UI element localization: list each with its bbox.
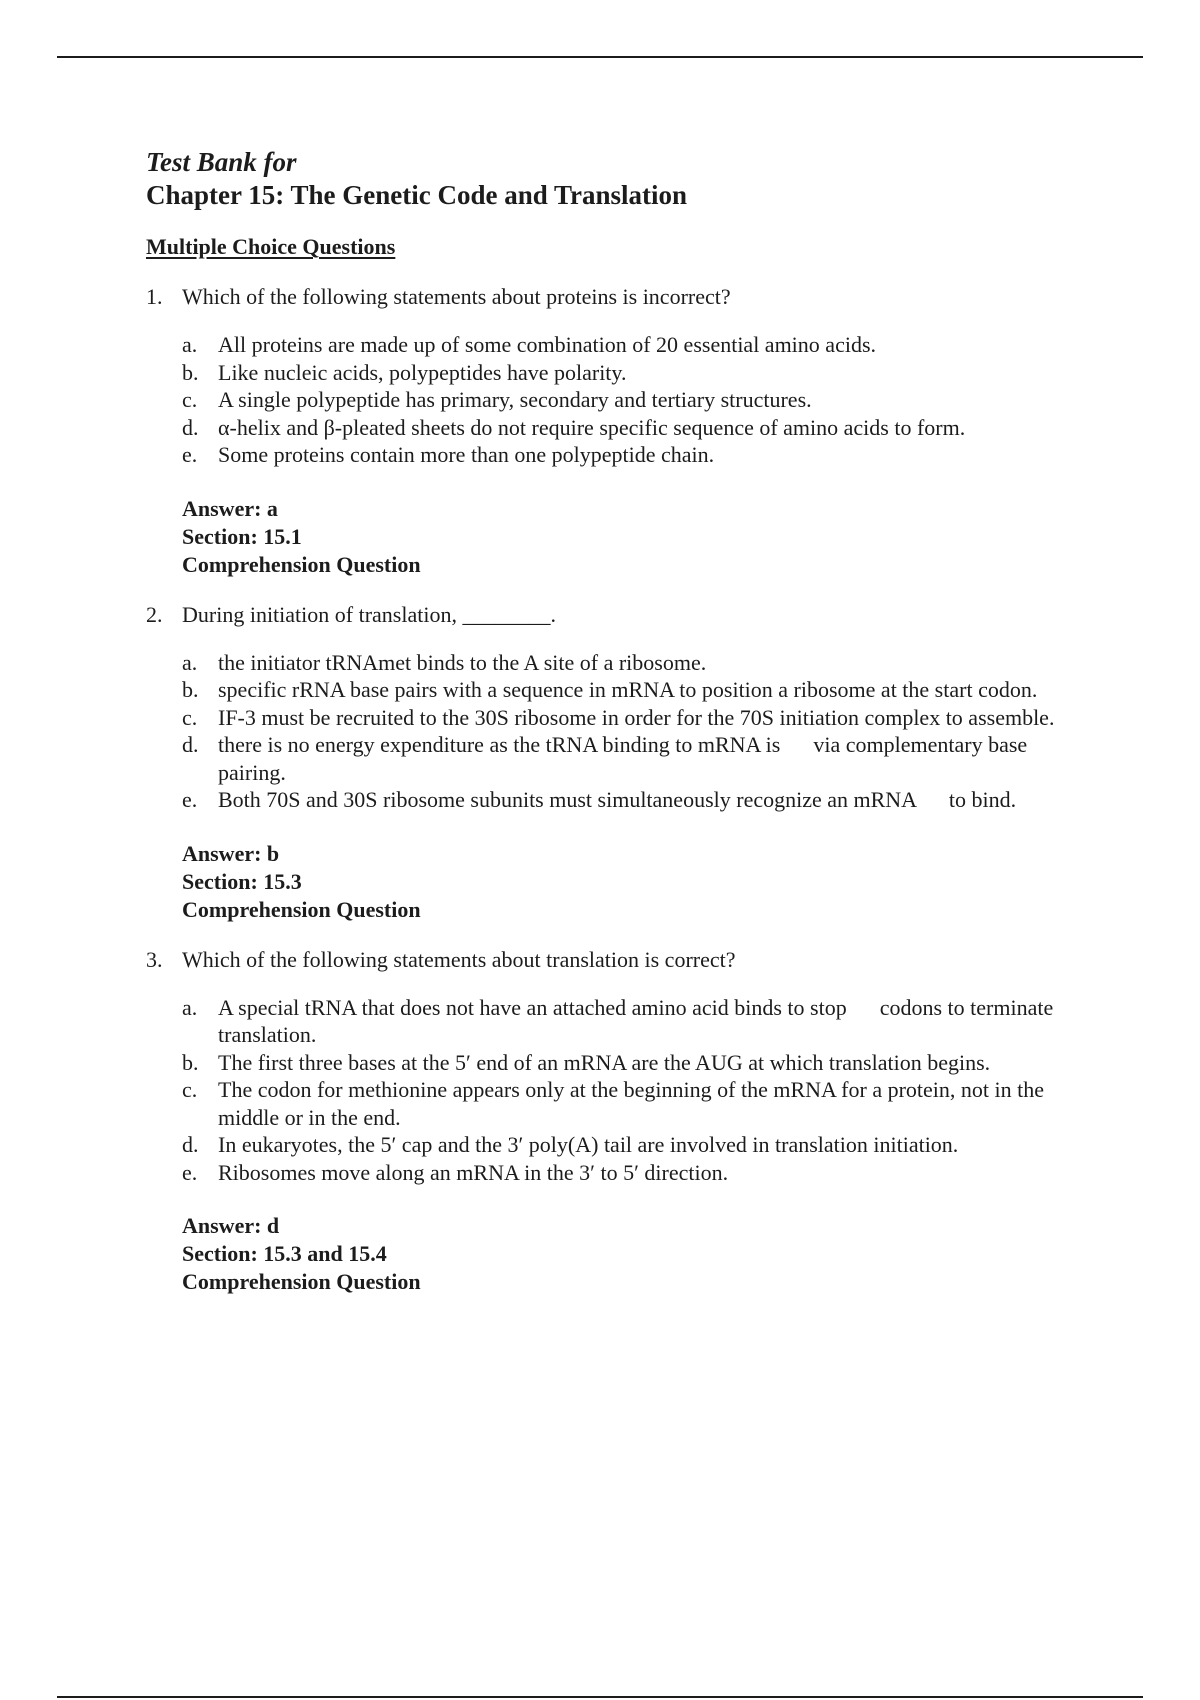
answer-line: Answer: b [182, 840, 280, 866]
option-e [182, 1159, 1076, 1187]
question-stem [146, 601, 1076, 629]
question-number: 1. [146, 284, 163, 309]
option-e [182, 786, 1076, 814]
option-text: specific rRNA base pairs with a sequence in mRNA to position a ribosome at the start codon. [218, 677, 1038, 702]
option-text: Ribosomes move along an mRNA in the 3′ to 5′ direction. [218, 1159, 729, 1185]
option-letter: a. [182, 994, 198, 1020]
option-list [182, 649, 1076, 814]
option-letter: e. [182, 442, 198, 467]
section-heading: Multiple Choice Questions [146, 234, 396, 259]
answer-block [182, 1212, 1076, 1296]
option-d [182, 1131, 1076, 1159]
question-number: 3. [146, 946, 163, 972]
option-list [182, 994, 1076, 1187]
question-text: During initiation of translation, ________. [182, 601, 556, 627]
option-b [182, 359, 1076, 387]
document-body [146, 145, 1076, 1296]
top-rule [57, 56, 1143, 58]
option-text: In eukaryotes, the 5′ cap and the 3′ poly(A) tail are involved in translation initiation. [218, 1132, 959, 1157]
option-text: IF-3 must be recruited to the 30S ribosome in order for the 70S initiation complex to assemble. [218, 704, 1055, 730]
question-stem [146, 283, 1076, 311]
option-text: Like nucleic acids, polypeptides have polarity. [218, 359, 627, 385]
option-text: The first three bases at the 5′ end of an mRNA are the AUG at which translation begins. [218, 1049, 991, 1075]
option-letter: b. [182, 359, 199, 385]
question-2 [146, 601, 1076, 924]
option-letter: d. [182, 1132, 199, 1157]
option-text: A single polypeptide has primary, secondary and tertiary structures. [218, 387, 812, 412]
option-b [182, 676, 1076, 704]
option-letter: e. [182, 787, 198, 812]
document-subtitle: Test Bank for [146, 147, 297, 177]
answer-line: Answer: a [182, 495, 278, 521]
question-type-line: Comprehension Question [182, 896, 421, 922]
question-text: Which of the following statements about proteins is incorrect? [182, 284, 731, 309]
section-line: Section: 15.3 [182, 868, 302, 894]
bottom-rule [57, 1696, 1143, 1698]
option-letter: c. [182, 1077, 198, 1102]
option-a [182, 649, 1076, 677]
option-letter: c. [182, 387, 198, 412]
option-letter: e. [182, 1159, 198, 1185]
option-e [182, 441, 1076, 469]
option-letter: b. [182, 1049, 199, 1075]
option-text: α-helix and β-pleated sheets do not require specific sequence of amino acids to form. [218, 414, 966, 440]
option-c [182, 386, 1076, 414]
option-text: Some proteins contain more than one polypeptide chain. [218, 442, 715, 467]
option-d [182, 731, 1076, 786]
option-list [182, 331, 1076, 469]
question-1 [146, 283, 1076, 579]
option-letter: b. [182, 677, 199, 702]
option-a [182, 331, 1076, 359]
option-b [182, 1049, 1076, 1077]
question-type-line: Comprehension Question [182, 1269, 421, 1294]
option-letter: a. [182, 649, 198, 675]
option-text: there is no energy expenditure as the tRNA binding to mRNA is via complementary base pairing. [218, 732, 1033, 785]
option-d [182, 414, 1076, 442]
section-line: Section: 15.3 and 15.4 [182, 1241, 387, 1266]
question-3 [146, 946, 1076, 1297]
option-text: All proteins are made up of some combination of 20 essential amino acids. [218, 332, 877, 357]
option-letter: d. [182, 732, 199, 757]
option-c [182, 704, 1076, 732]
option-letter: d. [182, 414, 199, 440]
answer-block [182, 840, 1076, 924]
question-stem [146, 946, 1076, 974]
section-line: Section: 15.1 [182, 523, 302, 549]
answer-block [182, 495, 1076, 579]
question-number: 2. [146, 601, 163, 627]
option-letter: a. [182, 332, 198, 357]
option-text: the initiator tRNAmet binds to the A site of a ribosome. [218, 649, 707, 675]
option-text: The codon for methionine appears only at the beginning of the mRNA for a protein, not in the middle or in the end. [218, 1077, 1045, 1130]
option-text: Both 70S and 30S ribosome subunits must simultaneously recognize an mRNA to bind. [218, 787, 1017, 812]
option-c [182, 1076, 1076, 1131]
option-letter: c. [182, 704, 198, 730]
answer-line: Answer: d [182, 1213, 280, 1238]
document-title: Chapter 15: The Genetic Code and Translation [146, 180, 688, 210]
question-type-line: Comprehension Question [182, 551, 421, 577]
option-text: A special tRNA that does not have an attached amino acid binds to stop codons to terminate translation. [218, 994, 1059, 1047]
option-a [182, 994, 1076, 1049]
question-text: Which of the following statements about translation is correct? [182, 946, 736, 972]
